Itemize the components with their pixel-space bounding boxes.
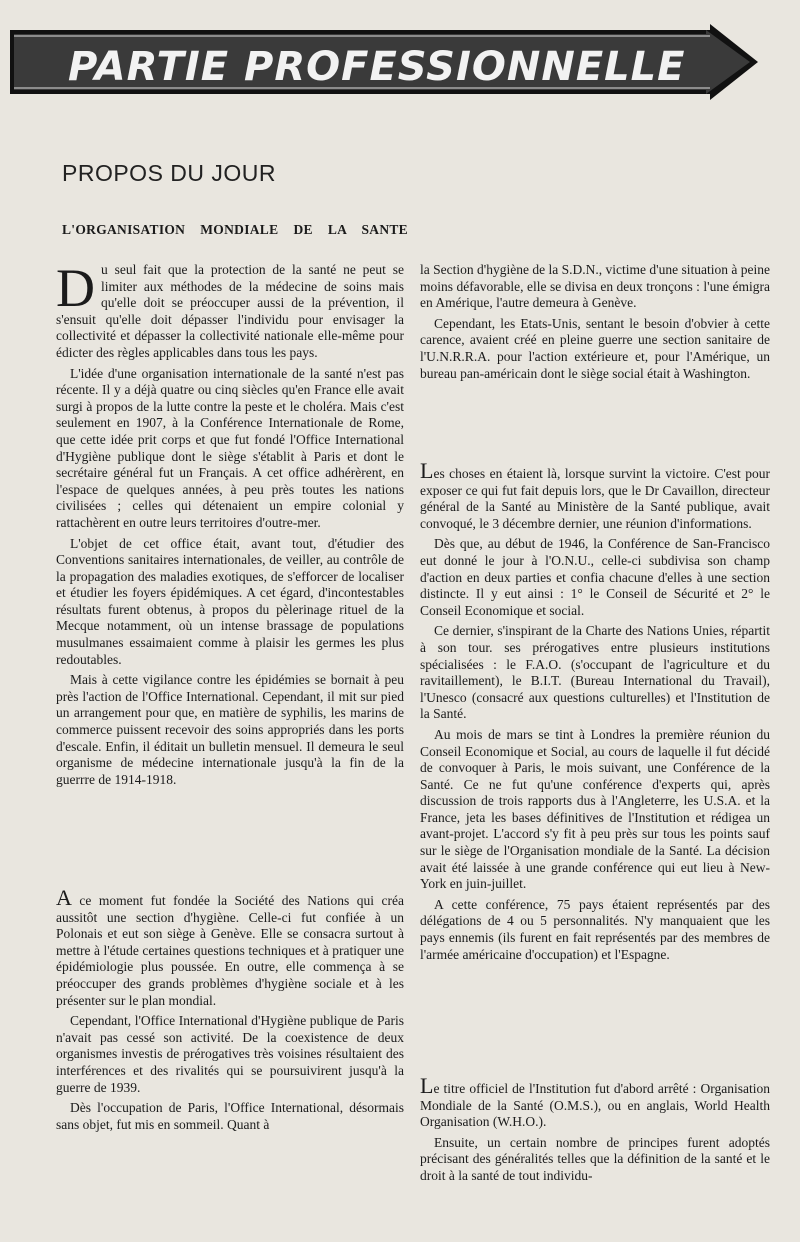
initial-cap: A xyxy=(56,885,72,910)
paragraph: Le titre officiel de l'Institution fut d'abord arrêté : Organisation Mondiale de la Santé (O.M.S.), ou en anglais, World Health Organisation (W.H.O.). xyxy=(420,1073,770,1130)
right-column-bottom xyxy=(420,1073,770,1189)
left-column-top xyxy=(56,258,404,792)
initial-cap: L xyxy=(420,1073,434,1098)
right-column-top xyxy=(420,262,770,386)
paragraph: A ce moment fut fondée la Société des Nations qui créa aussitôt une section d'hygiène. Celle-ci fut confiée à un Polonais et eut son siège à Genève. Elle se consacra surtout à mettre à l'étude certaines questions techniques et à pratiquer une épidémiologie plus poussée. En outre, elle commença à se préoccuper des grands problèmes d'hygiène sociale et à les présenter sur le plan mondial. xyxy=(56,885,404,1008)
article-title: L'ORGANISATION MONDIALE DE LA SANTE xyxy=(62,222,408,237)
paragraph: Au mois de mars se tint à Londres la première réunion du Conseil Economique et Social, au cours de laquelle il fut décidé de convoquer à Paris, le mois suivant, une Conférence de la Santé. Ce ne fut qu'une conférence d'experts qui, après discussion de trois rapports dus à l'Angleterre, les U.S.A. et la France, jeta les bases définitives de l'Institution et rédigea un avant-projet. L'accord s'y fit à peu près sur tous les points sauf sur le siège de l'Organisation mondiale de la Santé. La décision avait été laissée à une grande conférence qui eut lieu à New-York en juin-juillet. xyxy=(420,726,770,892)
paragraph: L'idée d'une organisation internationale de la santé n'est pas récente. Il y a déjà quatre ou cinq siècles qu'en France elle avait surgi à propos de la lutte contre la peste et le choléra. Mais c'est seulement en 1907, à la Conférence Internationale de Rome, que cette idée prit corps et que fut fondé l'Office International d'Hygiène publique dont le siège s'établit à Paris et dont le secrétaire général fut un Français. A cet office adhérèrent, en l'espace de quelques années, à peu près toutes les nations civilisées ; celles qui détenaient un empire colonial y rattachèrent en outre leurs territoires d'outre-mer. xyxy=(56,365,404,530)
paragraph: Cependant, les Etats-Unis, sentant le besoin d'obvier à cette carence, avaient créé en pleine guerre une section sanitaire de l'U.N.R.R.A. pour l'action extérieure et, pour l'Amérique, un bureau pan-américain dont le siège social était à Washington. xyxy=(420,315,770,381)
drop-cap: D xyxy=(56,258,95,318)
paragraph: Dès l'occupation de Paris, l'Office International, désormais sans objet, fut mis en sommeil. Quant à xyxy=(56,1100,404,1132)
paragraph: Du seul fait que la protection de la santé ne peut se limiter aux méthodes de la médecine de soins mais qu'elle doit se préoccuper aussi de la prévention, il s'ensuit qu'elle doit dépasser l'individu pour envisager la collectivité et dépasser la collectivité nationale elle-même pour édicter des règles applicables dans tous les pays. xyxy=(56,258,404,360)
paragraph: Ensuite, un certain nombre de principes furent adoptés précisant des généralités telles que la définition de la santé et le droit à la santé de tout individu- xyxy=(420,1134,770,1183)
header-banner xyxy=(10,24,760,104)
paragraph: la Section d'hygiène de la S.D.N., victime d'une situation à peine moins défavorable, elle se divisa en deux tronçons : l'une émigra en Amérique, l'autre demeura à Genève. xyxy=(420,262,770,311)
right-column-middle xyxy=(420,458,770,967)
paragraph: L'objet de cet office était, avant tout, d'étudier des Conventions sanitaires internationales, de veiller, au contrôle de la propagation des maladies exotiques, de s'efforcer de localiser et étudier les foyers épidémiques. A cet égard, d'incontestables résultats furent obtenus, à propos du pèlerinage rituel de la Mecque notamment, où un intense brassage de populations musulmanes essaimaient comme à plaisir les germes les plus redoutables. xyxy=(56,535,404,667)
paragraph: Ce dernier, s'inspirant de la Charte des Nations Unies, répartit à son tour. ses prérogatives entre plusieurs institutions spécialisées : le F.A.O. (s'occupant de l'agriculture et du ravitaillement), le B.I.T. (Bureau International du Travail), l'Unesco (consacré aux questions culturelles) et l'Institution de la Santé. xyxy=(420,623,770,722)
paragraph: A cette conférence, 75 pays étaient représentés par des délégations de 4 ou 5 personnalités. N'y manquaient que les pays ennemis (ils furent en fait représentés par des membres de l'armée américaine d'occupation) et l'Espagne. xyxy=(420,896,770,962)
left-column-bottom xyxy=(56,885,404,1137)
paragraph: Cependant, l'Office International d'Hygiène publique de Paris n'avait pas cessé son activité. De la coexistence de deux organismes investis de prérogatives très voisines résultaient des interférences et des rivalités qui se poursuivirent jusqu'à la guerre de 1939. xyxy=(56,1013,404,1095)
paragraph: Mais à cette vigilance contre les épidémies se bornait à peu près l'action de l'Office International. Cependant, il mit sur pied un arrangement pour que, en matière de syphilis, les marins de commerce puissent recevoir des soins appropriés dans les ports d'escale. Enfin, il éditait un bulletin mensuel. Il demeura le seul organisme de médecine internationale jusqu'à la fin de la guerrre de 1914-1918. xyxy=(56,672,404,787)
banner-title: PARTIE PROFESSIONNELLE xyxy=(68,44,686,90)
initial-cap: L xyxy=(420,458,434,483)
paragraph: Les choses en étaient là, lorsque survint la victoire. C'est pour exposer ce qui fut fait depuis lors, que le Dr Cavaillon, directeur général de la Santé au Ministère de la Santé publique, avait convoqué, le 3 décembre dernier, une réunion d'informations. xyxy=(420,458,770,531)
section-title: PROPOS DU JOUR xyxy=(62,160,277,186)
paragraph: Dès que, au début de 1946, la Conférence de San-Francisco eut donné le jour à l'O.N.U., celle-ci subdivisa son champ d'action en deux parties et confia chacune d'elles à une section distincte. Il y eut ainsi : 1° le Conseil de Sécurité et 2° le Conseil Economique et social. xyxy=(420,536,770,618)
